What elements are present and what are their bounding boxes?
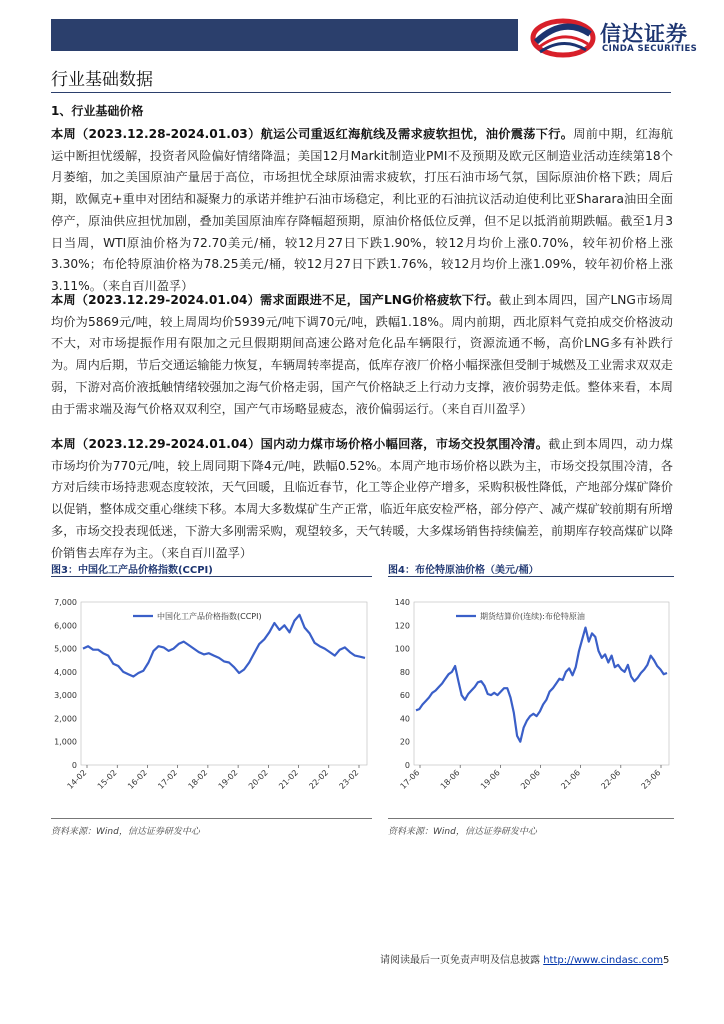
y-tick-label: 3,000 [54, 691, 77, 701]
figure-3-source: 资料来源：Wind，信达证券研发中心 [51, 827, 200, 837]
figure-4-rule [388, 576, 674, 577]
x-tick-label: 17-06 [398, 768, 422, 791]
x-tick-label: 19-02 [216, 768, 240, 791]
footer-website-link[interactable]: http://www.cindasc.com [543, 955, 663, 966]
y-tick-label: 80 [399, 667, 410, 677]
y-tick-label: 40 [399, 714, 410, 724]
y-tick-label: 1,000 [54, 737, 77, 747]
x-tick-label: 16-02 [126, 768, 149, 791]
x-tick-label: 19-06 [478, 768, 502, 791]
paragraph-body: 截止到本周四，国产LNG市场周均价为5869元/吨，较上周周均价5939元/吨下调70元/吨，跌幅1.18%。周内前期，西北原料气竞拍成交价格波动不大，对市场提振作用有限加之元旦假期期间高速公路对危化品车辆限行，资源流通不畅，高价LNG多有补跌行为。周内后期，节后交通运输能力恢复，车辆周转率提高，低库存液厂价格小幅探涨但受制于城燃及工业需求双双走弱，下游对高价液抵触情绪较强加之海气价格走弱，国产气价格缺乏上行动力支撑，液价弱势走低。整体来看，本周由于需求端及海气价格双双利空，国产气市场略显疲态，液价偏弱运行。（来自百川盈孚） [51, 293, 673, 416]
y-tick-label: 60 [399, 691, 410, 701]
series-line [416, 628, 667, 742]
ccpi-chart [51, 580, 372, 816]
x-tick-label: 21-06 [559, 768, 583, 791]
paragraph-body: 截止到本周四，动力煤市场均价为770元/吨，较上周同期下降4元/吨，跌幅0.52%。本周产地市场价格以跌为主，市场交投氛围冷清，各方对后续市场持悲观态度较浓，天气回暖，且临近春节，化工等企业停产增多，采购积极性降低，产地部分煤矿降价以促销，整体成交重心继续下移。本周大多数煤矿生产正常，临近年底安检严格，部分停产、减产煤矿较前期有所增多，市场交投表现低迷，下游大多刚需采购，观望较多，天气转暖，大多煤场销售持续偏差，前期库存较高煤矿以降价销售去库存为主。（来自百川盈孚） [51, 437, 673, 560]
section-title: 行业基础数据 [51, 70, 153, 90]
footer-disclaimer: 请阅读最后一页免责声明及信息披露 [380, 955, 540, 966]
page-number: 5 [662, 955, 670, 966]
x-tick-label: 17-02 [156, 768, 180, 791]
plot-frame [81, 602, 367, 765]
x-tick-label: 20-02 [246, 768, 270, 791]
figure-4-source-rule [388, 818, 674, 819]
title-divider [51, 92, 671, 93]
series-line [83, 615, 365, 677]
x-tick-label: 22-02 [307, 768, 331, 791]
legend-label: 中国化工产品价格指数(CCPI) [157, 612, 262, 621]
figure-4-source: 资料来源：Wind，信达证券研发中心 [388, 827, 537, 837]
y-tick-label: 7,000 [54, 598, 77, 607]
x-tick-label: 23-06 [639, 768, 663, 791]
footer [380, 951, 669, 966]
legend-label: 期货结算价(连续):布伦特原油 [480, 612, 585, 621]
x-tick-label: 21-02 [277, 768, 300, 791]
y-tick-label: 0 [404, 761, 410, 770]
cinda-logo-icon [530, 14, 596, 58]
paragraph-body: 周前中期，红海航运中断担忧缓解，投资者风险偏好情绪降温；美国12月Markit制造业PMI不及预期及欧元区制造业活动连续第18个月萎缩，加之美国原油产量居于高位，市场担忧全球原油需求疲软，打压石油市场气氛，国际原油价格下跌；周后期，欧佩克+重申对团结和凝聚力的承诺并维护石油市场稳定，利比亚的石油抗议活动迫使利比亚Sharara油田全面停产，原油供应担忧加剧，叠加美国原油库存降幅超预期，原油价格低位反弹，但不足以抵消前期跌幅。截至1月3日当周，WTI原油价格为72.70美元/桶，较12月27日下跌1.90%，较12月均价上涨0.70%，较年初价格上涨3.30%；布伦特原油价格为78.25美元/桶，较12月27日下跌1.76%，较12月均价上涨1.09%，较年初价格上涨3.11%。（来自百川盈孚） [51, 127, 673, 293]
x-tick-label: 14-02 [65, 768, 89, 791]
logo-chinese-text: 信达证券 [600, 22, 688, 46]
y-tick-label: 100 [394, 644, 410, 654]
x-tick-label: 15-02 [95, 768, 119, 791]
paragraph-lead: 本周（2023.12.29-2024.01.04）国内动力煤市场价格小幅回落，市场交投氛围冷清。 [51, 437, 549, 451]
x-tick-label: 20-06 [519, 768, 542, 791]
paragraph-lng [51, 290, 673, 420]
logo-english-text: CINDA SECURITIES [602, 44, 698, 54]
figure-3-source-rule [51, 818, 372, 819]
figure-4-title: 图4：布伦特原油价格（美元/桶） [388, 565, 539, 576]
y-tick-label: 4,000 [54, 667, 77, 677]
paragraph-oil [51, 124, 673, 298]
figure-3-title: 图3：中国化工产品价格指数(CCPI) [51, 565, 213, 576]
sub-title: 1、行业基础价格 [51, 104, 144, 118]
x-tick-label: 23-02 [337, 768, 361, 791]
y-tick-label: 120 [394, 621, 410, 631]
plot-frame [414, 602, 669, 765]
y-tick-label: 2,000 [54, 714, 77, 724]
cinda-logo [530, 14, 710, 58]
paragraph-coal [51, 434, 673, 564]
x-tick-label: 18-06 [438, 768, 462, 791]
paragraph-lead: 本周（2023.12.29-2024.01.04）需求面跟进不足，国产LNG价格疲软下行。 [51, 293, 499, 307]
y-tick-label: 0 [71, 761, 77, 770]
y-tick-label: 5,000 [54, 644, 77, 654]
y-tick-label: 6,000 [54, 621, 77, 631]
header-bar [51, 19, 518, 51]
x-tick-label: 22-06 [599, 768, 623, 791]
paragraph-lead: 本周（2023.12.28-2024.01.03）航运公司重返红海航线及需求疲软担忧，油价震荡下行。 [51, 127, 574, 141]
figure-3-rule [51, 576, 372, 577]
x-tick-label: 18-02 [186, 768, 210, 791]
brent-chart [388, 580, 674, 816]
y-tick-label: 20 [399, 737, 410, 747]
y-tick-label: 140 [394, 598, 410, 607]
